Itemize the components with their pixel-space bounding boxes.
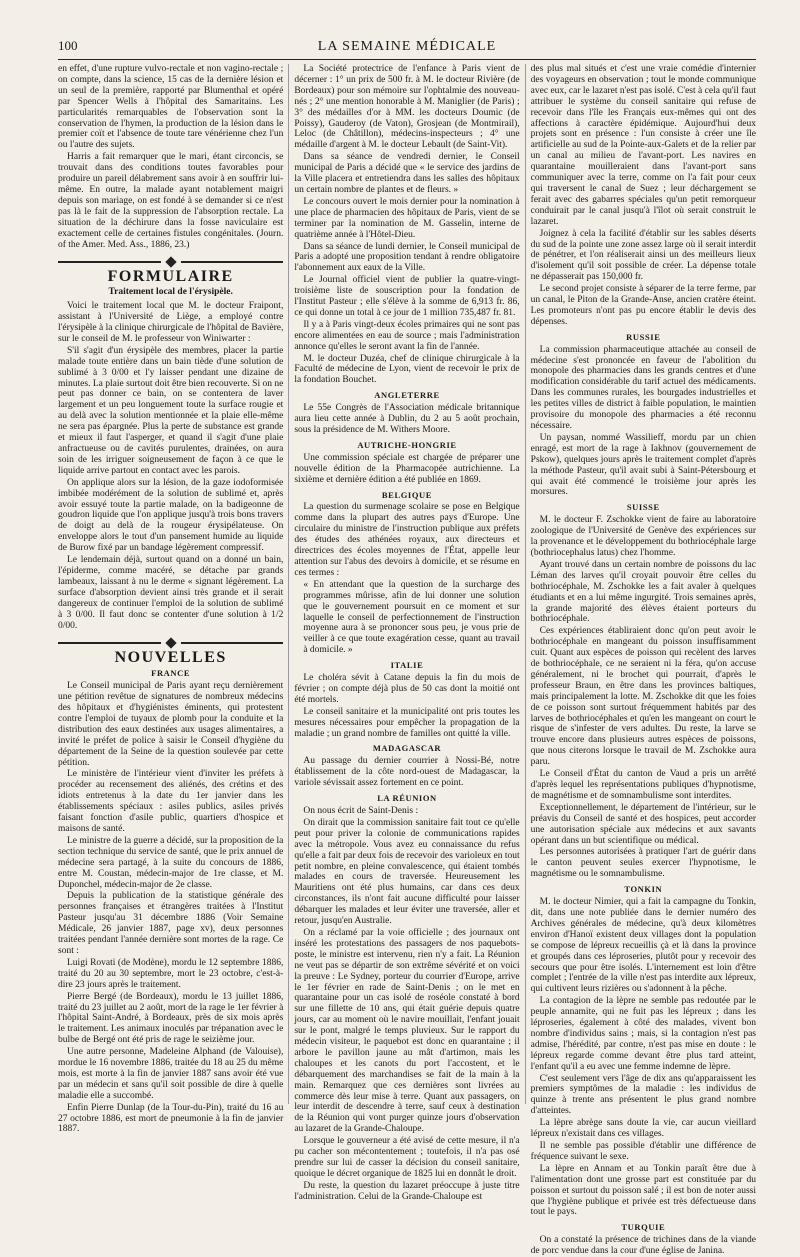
- country-heading: RUSSIE: [626, 331, 661, 342]
- country-heading: FRANCE: [151, 668, 191, 679]
- section-divider: [58, 258, 283, 266]
- news-item: La commission pharmaceutique attachée au conseil de médecine s'est prononcée en faveur de l'abolition du monopole des pharmacies dans les grands centres et d'une modification considérable du tarif actuel des médicaments. Dans les communes rurales, les bourgades industrielles et les petites villes de district à faible population, le maintien provisoire du monopole des pharmacies a été reconnu nécessaire.: [530, 344, 756, 431]
- news-item: Le Journal officiel vient de publier la quatre-vingt-troisième liste de souscription pour la fondation de l'Institut Pasteur ; elle s'élève à la somme de 6,913 fr. 86, ce qui donne un total à ce jour de 1 million 735,487 fr. 81.: [294, 275, 520, 318]
- news-item: Le 55e Congrès de l'Association médicale britannique aura lieu cette année à Dublin, du 2 au 5 août prochain, sous la présidence de M. Withers Moore.: [294, 403, 520, 435]
- news-item: Enfin Pierre Dunlap (de la Tour-du-Pin), traité du 16 au 27 octobre 1886, est mort de pneumonie à la fin de janvier 1887.: [58, 1102, 284, 1135]
- section-title-nouvelles: NOUVELLES: [114, 649, 227, 667]
- column-1: [58, 64, 284, 1135]
- news-item: On nous écrit de Saint-Denis :: [303, 806, 419, 816]
- page-number: 100: [58, 38, 78, 53]
- news-item: Luigi Rovati (de Modène), mordu le 12 septembre 1886, traité du 20 au 30 septembre, mort le 23 octobre, c'est-à-dire 23 jours après le traitement.: [58, 957, 284, 990]
- country-heading: SUISSE: [626, 502, 660, 513]
- column-2: [294, 64, 520, 1202]
- country-heading: LA RÉUNION: [377, 793, 437, 804]
- quotation: « En attendant que la question de la surcharge des programmes mûrisse, afin de lui donner une solution que le gouvernement poursuit en ce moment et sur laquelle le conseil de perfectionnement de l'instruction moyenne aura à se prononcer sous peu, je vous prie de veiller à ce que toute exagération cesse, quant au travail à domicile. »: [303, 579, 520, 656]
- paragraph: On applique alors sur la lésion, de la gaze iodoformisée imbibée modérément de la solution de sublimé et, après avoir essuyé toute la partie malade, on la badigeonne de goudron liquide que l'on applique jusqu'à trois bons travers de doigt au delà de la rougeur érysipélateuse. On enveloppe alors le tout d'un pansement humide au liquide de Burow fixé par un bandage légèrement compressif.: [58, 477, 284, 554]
- news-item: Le concours ouvert le mois dernier pour la nomination à une place de pharmacien des hôpitaux de Paris, vient de se terminer par la nomination de M. Gasselin, interne de quatrième année à l'Hôtel-Dieu.: [294, 196, 520, 240]
- news-item: Le ministère de l'intérieur vient d'inviter les préfets à procéder au recensement des aliénés, des crétins et des idiots entretenus à la date du 1er janvier dans les établissements spéciaux : asiles publics, asiles privés faisant fonction d'asile public, quartiers d'hospice et maisons de santé.: [58, 769, 284, 834]
- news-item: Dans sa séance de lundi dernier, le Conseil municipal de Paris a adopté une proposition tendant à rendre obligatoire l'abonnement aux eaux de la Ville.: [294, 241, 520, 274]
- news-item: M. le docteur Duzéa, chef de clinique chirurgicale à la Faculté de médecine de Lyon, vient de recevoir le prix de la fondation Bouchet.: [294, 353, 520, 386]
- news-item: On a réclamé par la voie officielle ; des journaux ont inséré les protestations des passagers de nos paquebots-poste, le ministre est intervenu, rien n'y a fait. La Réunion ne veut pas se départir de son extrême sévérité et on voici la preuve : Le Sydney, porteur du courrier d'Europe, arrive le 1er février en rade de Saint-Denis ; on le met en quarantaine pour un cas isolé de roséole constaté à bord sur une fillette de 10 ans, qui était guérie depuis quatre jours, car au moment où le navire mouillait, l'enfant jouait sur le pont, malgré le temps pluvieux. Sur le rapport du médecin visiteur, le paquebot est donc en quarantaine ; il arbore le pavillon jaune au mât d'artimon, mais les chaloupes et les canots du port l'accostent, et le débarquement des marchandises se fait de la main à la main. Remarquez que ces dernières sont livrées au commerce dès leur mise à terre. Quant aux passagers, on leur interdit de descendre à terre, sauf ceux à destination de la Réunion qui vont purger quinze jours d'observation au lazaret de la Grande-Chaloupe.: [294, 927, 520, 1135]
- news-item: Exceptionnellement, le département de l'intérieur, sur le préavis du Conseil de santé et des hospices, peut accorder une autorisation spéciale aux médecins et aux savants opérant dans un but scientifique ou médical.: [530, 802, 756, 846]
- news-item: Pierre Bergé (de Bordeaux), mordu le 13 juillet 1886, traité du 23 juillet au 2 août, mort de la rage le 1er février à l'hôpital Saint-André, à Bordeaux, près de six mois après le traitement. Les animaux inoculés par trépanation avec le bulbe de Bergé ont été pris de rage le seizième jour.: [58, 991, 284, 1046]
- country-heading: BELGIQUE: [381, 489, 433, 500]
- news-item: Le Conseil municipal de Paris ayant reçu dernièrement une pétition revêtue de signatures de nombreux médecins des hôpitaux et d'hygiénistes éminents, qui protestent contre l'emploi de tuyaux de plomb pour la conduite et la distribution des eaux destinées aux usages alimentaires, a invité le préfet de police à saisir le Conseil d'hygiène du département de la Seine de la question soulevée par cette pétition.: [58, 681, 284, 768]
- news-item: La lèpre en Annam et au Tonkin paraît être due à l'alimentation dont une grosse part est constituée par du poisson et surtout du poisson salé ; il est bon de noter aussi que l'hygiène publique et privée est très défectueuse dans tout le pays.: [530, 1163, 756, 1218]
- news-item: Il y a à Paris vingt-deux écoles primaires qui ne sont pas encore alimentées en eau de source ; mais l'administration annonce qu'elles le seront avant la fin de l'année.: [294, 319, 520, 352]
- paragraph: Harris a fait remarquer que le mari, étant circoncis, se trouvait dans des conditions toutes favorables pour produire un pareil délabrement sans avoir à en souffrir lui-même. En outre, la malade ayant notablement maigri depuis son mariage, on est fondé à se demander si ce n'est pas là le fait de la suppression de l'absorption rectale. La situation de la déchirure dans la fosse naviculaire est exactement celle de certaines fistules congénitales. (Journ. of the Amer. Med. Ass., 1886, 23.): [58, 152, 284, 250]
- journal-title: LA SEMAINE MÉDICALE: [317, 39, 497, 54]
- paragraph: Le lendemain déjà, surtout quand on a donné un bain, l'épiderme, comme macéré, se détache par grands lambeaux, laissant à nu le derme « signant légèrement. La surface d'absorption devient ainsi très grande et il serait dangereux de continuer l'emploi de la solution de sublimé à 3 0/00. Il faut donc se contenter d'une solution à 1/2 0/00.: [58, 555, 284, 631]
- news-item: Un paysan, nommé Wassilieff, mordu par un chien enragé, est mort de la rage à Iakhnov (gouvernement de Pskow), quelques jours après le traitement complet d'après la méthode Pasteur, qu'il avait subi à Saint-Pétersbourg et qui avait été commencé le troisième jour après les morsures.: [530, 432, 756, 498]
- news-item: Le conseil sanitaire et la municipalité ont pris toutes les mesures nécessaires pour empêcher la propagation de la maladie ; un grand nombre de familles ont quitté la ville.: [294, 706, 520, 739]
- paragraph: S'il s'agit d'un érysipèle des membres, placer la partie malade toute entière dans un bain tiède d'une solution de sublimé à 3 0/00 et l'y laisser pendant une dizaine de minutes. La plaie surtout doit être bien recouverte. Si on ne peut pas donner ce bain, on se contentera de laver largement et un peu longuement toute la surface rougie et au delà avec la solution mentionnée et la plaie elle-même ne sera pas épargnée. Plus la perte de substance est grande et mieux il faut l'asperger, et quand il s'agit d'une plaie anfractueuse ou de cavités purulentes, drainées, on aura soin de les irriguer soigneusement de façon à ce que le liquide arrive partout en contact avec les parois.: [58, 345, 284, 476]
- page-header: [58, 38, 756, 60]
- news-item: Le ministre de la guerre a décidé, sur la proposition de la section technique du service de santé, que le prix annuel de médecine sera partagé, à la suite du concours de 1886, entre M. Coustan, médecin-major de 1re classe, et M. Duponchel, médecin-major de 2e classe.: [58, 835, 284, 890]
- paragraph: Joignez à cela la facilité d'établir sur les sables déserts du sud de la pointe une zone assez large où il serait interdit de pénétrer, et l'on réaliserait ainsi un des meilleurs lieux d'isolement qu'il soit possible de créer. La dépense totale ne dépasserait pas 150,000 fr.: [530, 228, 756, 283]
- country-heading: MADAGASCAR: [372, 743, 442, 754]
- news-item: Une commission spéciale est chargée de préparer une nouvelle édition de la Pharmacopée autrichienne. La sixième et dernière édition a été publiée en 1869.: [294, 452, 520, 485]
- news-item: Dans sa séance de vendredi dernier, le Conseil municipal de Paris a décidé que « le service des jardins de la Ville placera et entretiendra dans les salles des hôpitaux un certain nombre de plantes et de fleurs. »: [294, 152, 520, 195]
- article-columns: [58, 64, 756, 1257]
- news-item: On a constaté la présence de trichines dans de la viande de porc vendue dans la cour d'une église de Janina.: [530, 1235, 756, 1257]
- paragraph: en effet, d'une rupture vulvo-rectale et non vagino-rectale ; on compte, dans la science, 15 cas de la dernière lésion et un seul de la première, rapporté par Blumenthal et opéré par Spencer Wells à l'hôpital des Samaritains. Les particularités remarquables de l'observation sont la conservation de l'hymen, la production de la lésion dans le premier coït et l'absence de toute tare vénérienne chez l'un ou l'autre des sujets.: [58, 64, 284, 151]
- paragraph: Le second projet consiste à séparer de la terre ferme, par un canal, le Piton de la Grande-Anse, ancien cratère éteint. Les promoteurs n'ont pas pu encore établir le devis des dépenses.: [530, 284, 756, 327]
- news-item: Une autre personne, Madeleine Alphand (de Valouise), mordue le 16 novembre 1886, traitée du 18 au 25 du même mois, est morte à la fin de janvier 1887 sans avoir été vue par un médecin et sans qu'il soit possible de dire à quelle maladie elle a succombé.: [58, 1047, 284, 1101]
- section-divider: [58, 639, 283, 647]
- news-item: Le choléra sévit à Catane depuis la fin du mois de février ; on compte déjà plus de 50 cas dont la moitié ont été mortels.: [294, 673, 520, 705]
- news-item: On dirait que la commission sanitaire fait tout ce qu'elle peut pour priver la colonie de communications rapides avec la métropole. Vous avez eu connaissance du refus qu'elle a fait par deux fois de recevoir des varioleux en tout petit nombre, en pleine convalescence, qui étaient tombés malades en cours de traversée. Heureusement les Mauritiens ont été plus humains, car dans ces deux circonstances, ils n'ont fait aucune difficulté pour laisser débarquer les malades et leur éviter une traversée, aller et retour, jusqu'en Australie.: [294, 817, 520, 927]
- news-item: Ayant trouvé dans un certain nombre de poissons du lac Léman des larves qu'il croyait pouvoir être celles du bothriocéphale, M. Zschokke les a fait avaler à quelques étudiants et en a lui même ingurgité. Trois semaines après, la grande majorité des élèves étaient porteurs du bothriocéphale.: [530, 559, 756, 625]
- news-item: C'est seulement vers l'âge de dix ans qu'apparaissent les premiers symptômes de la maladie : les individus de quinze à trente ans présentent le plus grand nombre d'atteintes.: [530, 1073, 756, 1117]
- news-item: M. le docteur Nimier, qui a fait la campagne du Tonkin, dit, dans une note publiée dans le dernier numéro des Archives générales de médecine, qu'à deux kilomètres environ d'Hanoï existent deux villages dont la population se compose de lépreux recueillis çà et là dans la province et groupés dans ces léproseries, plutôt pour y recevoir des secours que pour être isolés. L'internement est loin d'être complet ; l'entrée de la ville n'est pas interdite aux lépreux, qui cultivent leurs rizières ou s'adonnent à la pêche.: [530, 897, 756, 995]
- section-title-formulaire: FORMULAIRE: [107, 268, 234, 286]
- news-item: Les personnes autorisées à pratiquer l'art de guérir dans le canton peuvent seules exercer l'hypnotisme, le magnétisme ou le somnambulisme.: [530, 847, 756, 880]
- country-heading: AUTRICHE-HONGRIE: [357, 439, 457, 450]
- news-item: Depuis la publication de la statistique générale des personnes françaises et étrangères traitées à l'Institut Pasteur jusqu'au 31 décembre 1886 (Voir Semaine Médicale, 26 janvier 1887, page xv), deux personnes traitées pendant l'année dernière sont mortes de la rage. Ce sont :: [58, 891, 284, 956]
- news-item: M. le docteur F. Zschokke vient de faire au laboratoire zoologique de l'Université de Genève des expériences sur la provenance et le développement du bothriocéphale large (bothriocephalus latus) chez l'homme.: [530, 515, 756, 558]
- column-rule: [288, 64, 289, 1104]
- news-item: Lorsque le gouverneur a été avisé de cette mesure, il n'a pu cacher son mécontentement ; toutefois, il n'a pas osé prendre sur lui de casser la décision du conseil sanitaire, quoique le décret organique de 1825 lui en donnât le droit.: [294, 1136, 520, 1179]
- news-item: La Société protectrice de l'enfance à Paris vient de décerner : 1° un prix de 500 fr. à M. le docteur Rivière (de Bordeaux) pour son mémoire sur l'ophtalmie des nouveau-nés ; 2° une mention honorable à M. Maniglier (de Paris) ; 3° des médailles d'or à MM. les docteurs Doumic (de Poissy), Gauderoy (de Vaton), Grosjean (de Montmirail), Leloc (de Châtillon), médecins-inspecteurs ; 4° une médaille d'argent à M. le docteur Lebault (de Saint-Vit).: [294, 64, 520, 151]
- column-3: [530, 64, 756, 1257]
- country-heading: ANGLETERRE: [374, 390, 440, 401]
- country-heading: TONKIN: [624, 884, 663, 895]
- news-item: La question du surmenage scolaire se pose en Belgique comme dans la plupart des autres pays d'Europe. Une circulaire du ministre de l'instruction publique aux préfets des études des athénées royaux, aux directeurs et directrices des écoles moyennes de l'État, appelle leur attention sur l'abus des devoirs à domicile, et se résume en ces termes :: [294, 502, 520, 578]
- news-item: Le Conseil d'État du canton de Vaud a pris un arrêté d'après lequel les représentations publiques d'hypnotisme, de magnétisme et de somnambulisme sont interdites.: [530, 769, 756, 801]
- country-heading: ITALIE: [390, 660, 424, 671]
- news-item: Ces expériences établiraient donc qu'on peut avoir le bothriocéphale en mangeant du poisson insuffisamment cuit. Quant aux espèces de poisson qui recèlent des larves de bothriocéphale, ce ne seraient ni la féra, qu'on accuse généralement, ni le brochet qui pourrait, d'après le professeur Braun, en être dans les provinces baltiques, mais principalement la lotte. M. Zschokke dit que les foies de ce poisson sont surtout fréquemment habités par des larves de bothriocéphales et qu'en les mangeant on court le risque de s'infester de vers adultes. Du reste, la larve se trouve encore dans plusieurs autres espèces de poissons, que nous citerons lorsque le travail de M. Zschokke aura paru.: [530, 626, 756, 768]
- news-item: Du reste, la question du lazaret préoccupe à juste titre l'administration. Celui de la Grande-Chaloupe est: [294, 1180, 520, 1202]
- news-item: Au passage du dernier courrier à Nossi-Bé, notre établissement de la côte nord-ouest de Madagascar, la variole sévissait assez fortement en ce point.: [294, 756, 520, 789]
- paragraph: des plus mal situés et c'est une vraie comédie d'internier des voyageurs en observation ; tout le monde communique avec eux, car le lazaret n'est pas isolé. C'est à cela qu'il faut attribuer le système du conseil sanitaire qui refuse de recevoir dans l'île les Français eux-mêmes qui ont des affections à caractère épidémique. Aujourd'hui deux projets sont en présence : l'un consiste à créer une île artificielle au sud de la Pointe-aux-Galets et de la relier par un canal au milieu de l'avant-port. Les navires en quarantaine mouilleraient dans l'avant-port sans communiquer avec la terre, comme on l'a fait pour ceux qui traversent le canal de Suez ; leur déchargement se ferait avec des gabarres spéciales qu'un petit remorqueur conduirait par le canal jusqu'à l'îlot où serait construit le lazaret.: [530, 64, 756, 227]
- news-item: La contagion de la lèpre ne semble pas redoutée par le peuple annamite, qui ne fuit pas les lépreux ; dans les léproseries, également à côté des malades, vivent bon nombre d'individus sains ; mais, si la contagion n'est pas admise, l'hérédité, par contre, n'est pas mise en doute : le lépreux regarde comme devant être plus tard atteint, l'enfant qu'il a eu avec une femme indemne de lèpre.: [530, 996, 756, 1072]
- article-subtitle: Traitement local de l'érysipèle.: [108, 287, 233, 298]
- column-rule: [525, 64, 526, 1104]
- news-item: Il ne semble pas possible d'établir une différence de fréquence suivant le sexe.: [530, 1141, 756, 1162]
- paragraph: Voici le traitement local que M. le docteur Fraipont, assistant à l'Université de Liège, a employé contre l'érysipèle à la clinique chirurgicale de l'hôpital de Bavière, sur le conseil de M. le professeur von Winiwarter :: [58, 301, 284, 344]
- country-heading: TURQUIE: [621, 1222, 666, 1233]
- news-item: La lèpre abrège sans doute la vie, car aucun vieillard lépreux n'existait dans ces villages.: [530, 1118, 756, 1140]
